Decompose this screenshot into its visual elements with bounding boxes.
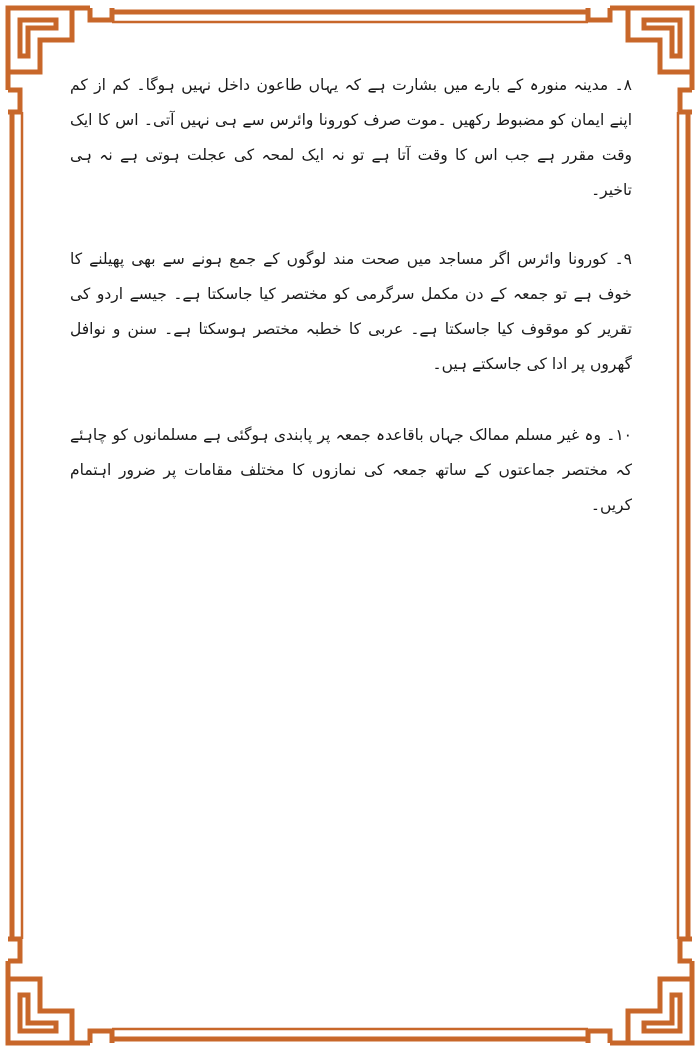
paragraph-10: ۱۰۔ وہ غیر مسلم ممالک جہاں باقاعدہ جمعہ پر پابندی ہوگئی ہے مسلمانوں کو چاہئے کہ مختصر جماعتوں کے ساتھ جمعہ کی نمازوں کا مختلف مقامات پر ضرور اہتمام کریں۔ [70, 426, 632, 514]
paragraph-9: ۹۔ کورونا وائرس اگر مساجد میں صحت مند لوگوں کے جمع ہونے سے بھی پھیلنے کا خوف ہے تو جمعہ کے دن مکمل سرگرمی کو مختصر کیا جاسکتا ہے۔ جیسے اردو کی تقریر کو موقوف کیا جاسکتا ہے۔ عربی کا خطبہ مختصر ہوسکتا ہے۔ سنن و نوافل گھروں پر ادا کی جاسکتے ہیں۔ [70, 250, 632, 373]
paragraph-8: ۸۔ مدینہ منورہ کے بارے میں بشارت ہے کہ یہاں طاعون داخل نہیں ہوگا۔ کم از کم اپنے ایمان کو مضبوط رکھیں ۔موت صرف کورونا وائرس سے ہی نہیں آتی۔ اس کا ایک وقت مقرر ہے جب اس کا وقت آتا ہے تو نہ ایک لمحہ کی عجلت ہوتی ہے نہ ہی تاخیر۔ [70, 76, 632, 199]
document-body [70, 68, 632, 557]
